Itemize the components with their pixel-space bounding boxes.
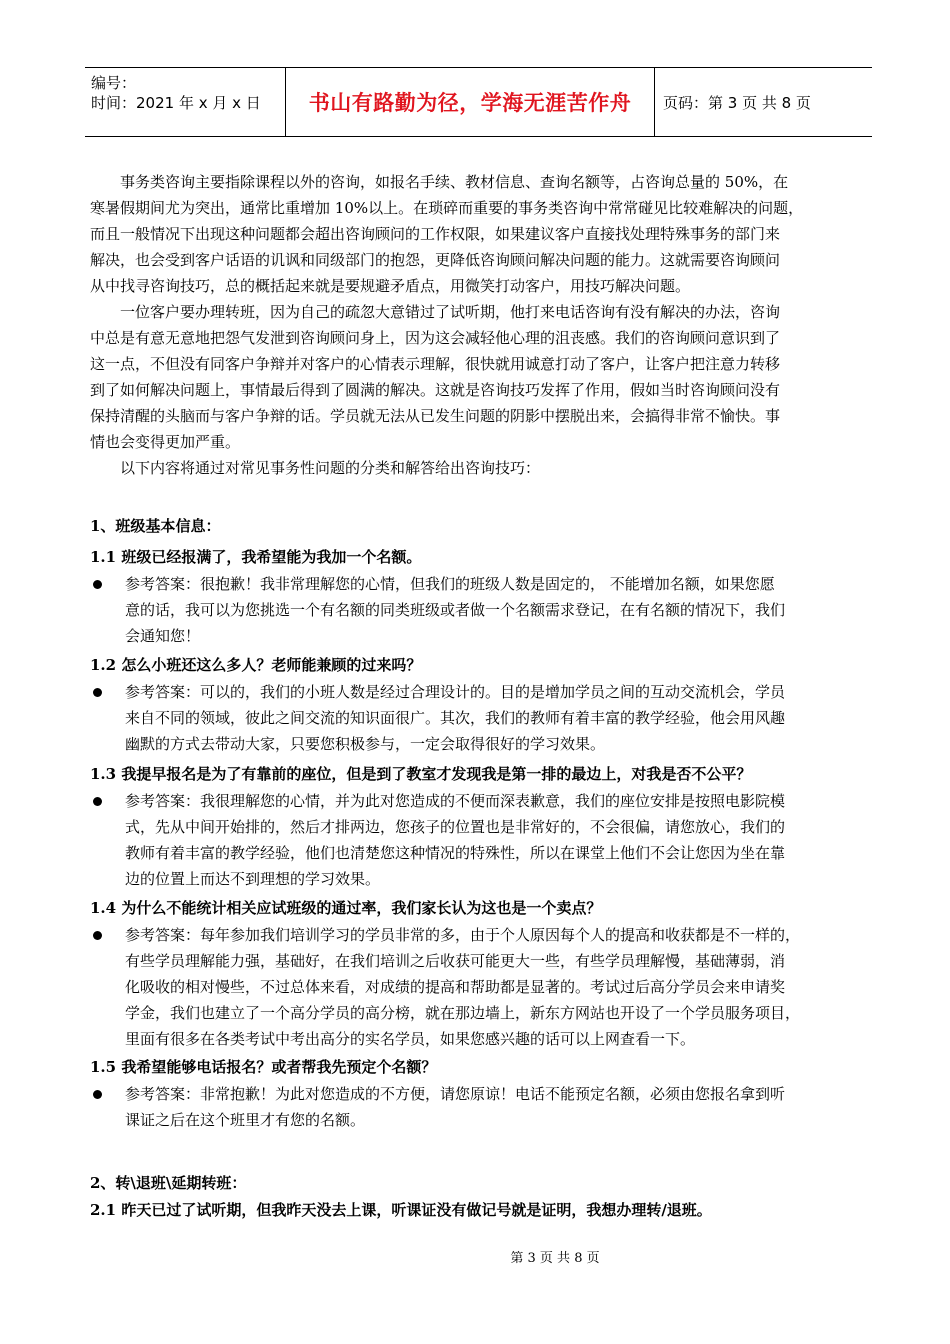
section-1-title: 1、班级基本信息： — [90, 517, 221, 535]
text-line: 解决，也会受到客户话语的讥讽和同级部门的抱怨，更降低咨询顾问解决问题的能力。这就需要咨询顾问 — [90, 251, 781, 269]
text-line: 会通知您！ — [125, 627, 201, 645]
answer-1-1 — [125, 571, 865, 649]
bullet-icon — [93, 931, 102, 940]
text-line: 课证之后在这个班里才有您的名额。 — [125, 1111, 366, 1129]
doc-time-label: 时间：2021 年 x 月 x 日 — [91, 94, 261, 112]
text-line: 寒暑假期间尤为突出，通常比重增加 10%以上。在琐碎而重要的事务类咨询中常常碰见比较难解决的问题， — [90, 199, 804, 217]
bullet-icon — [93, 580, 102, 589]
text-line: 学金，我们也建立了一个高分学员的高分榜，就在那边墙上，新东方网站也开设了一个学员服务项目， — [125, 1004, 801, 1022]
text-line: 参考答案：非常抱歉！为此对您造成的不方便，请您原谅！电话不能预定名额，必须由您报名拿到听 — [125, 1085, 786, 1103]
text-line: 参考答案：每年参加我们培训学习的学员非常的多，由于个人原因每个人的提高和收获都是不一样的， — [125, 926, 801, 944]
text-line: 里面有很多在各类考试中考出高分的实名学员，如果您感兴趣的话可以上网查看一下。 — [125, 1030, 696, 1048]
text-line: 化吸收的相对慢些，不过总体来看，对成绩的提高和帮助都是显著的。考试过后高分学员会来申请奖 — [125, 978, 786, 996]
question-1-1: 1.1 班级已经报满了，我希望能为我加一个名额。 — [90, 548, 422, 566]
text-line: 情也会变得更加严重。 — [90, 433, 241, 451]
text-line: 保持清醒的头脑而与客户争辩的话。学员就无法从已发生问题的阴影中摆脱出来，会搞得非常不愉快。事 — [90, 407, 781, 425]
page-info-text: 页码：第 3 页 共 8 页 — [663, 93, 811, 112]
answer-1-5 — [125, 1081, 865, 1133]
intro-paragraph-2 — [90, 299, 865, 455]
text-line: 事务类咨询主要指除课程以外的咨询，如报名手续、教材信息、查询名额等，占咨询总量的 50%，在 — [90, 173, 789, 191]
text-line: 中总是有意无意地把怨气发泄到咨询顾问身上，因为这会减轻他心理的沮丧感。我们的咨询顾问意识到了 — [90, 329, 781, 347]
page-footer — [0, 1247, 950, 1266]
header-meta — [85, 68, 286, 136]
answer-1-2 — [125, 679, 865, 757]
header-motto-cell — [286, 68, 655, 136]
answer-1-3 — [125, 788, 865, 892]
text-line: 参考答案：我很理解您的心情，并为此对您造成的不便而深表歉意，我们的座位安排是按照电影院模 — [125, 792, 786, 810]
text-line: 从中找寻咨询技巧，总的概括起来就是要规避矛盾点，用微笑打动客户，用技巧解决问题。 — [90, 277, 691, 295]
section-2-title: 2、转\退班\延期转班： — [90, 1174, 247, 1192]
text-line: 来自不同的领域，彼此之间交流的知识面很广。其次，我们的教师有着丰富的教学经验，他会用风趣 — [125, 709, 786, 727]
question-1-4: 1.4 为什么不能统计相关应试班级的通过率，我们家长认为这也是一个卖点？ — [90, 899, 602, 917]
text-line: 幽默的方式去带动大家，只要您积极参与，一定会取得很好的学习效果。 — [125, 735, 606, 753]
text-line: 这一点，不但没有同客户争辩并对客户的心情表示理解，很快就用诚意打动了客户，让客户把注意力转移 — [90, 355, 781, 373]
bullet-icon — [93, 1090, 102, 1099]
question-2-1: 2.1 昨天已过了试听期，但我昨天没去上课，听课证没有做记号就是证明，我想办理转/退班。 — [90, 1201, 712, 1219]
text-line: 而且一般情况下出现这种问题都会超出咨询顾问的工作权限，如果建议客户直接找处理特殊事务的部门来 — [90, 225, 781, 243]
text-line: 边的位置上而达不到理想的学习效果。 — [125, 870, 381, 888]
question-1-2: 1.2 怎么小班还这么多人？老师能兼顾的过来吗？ — [90, 656, 422, 674]
text-line: 有些学员理解能力强，基础好，在我们培训之后收获可能更大一些，有些学员理解慢，基础薄弱，消 — [125, 952, 786, 970]
text-line: 以下内容将通过对常见事务性问题的分类和解答给出咨询技巧： — [90, 459, 541, 477]
text-line: 教师有着丰富的教学经验，他们也清楚您这种情况的特殊性，所以在课堂上他们不会让您因为坐在靠 — [125, 844, 786, 862]
doc-number-label: 编号： — [91, 74, 137, 92]
bullet-icon — [93, 797, 102, 806]
page-header — [85, 67, 872, 137]
footer-page-number: 第 3 页 共 8 页 — [510, 1251, 600, 1266]
question-1-3: 1.3 我提早报名是为了有靠前的座位，但是到了教室才发现我是第一排的最边上，对我是否不公平？ — [90, 765, 752, 783]
answer-1-4 — [125, 922, 865, 1052]
header-page-info — [663, 68, 873, 136]
text-line: 式，先从中间开始排的，然后才排两边，您孩子的位置也是非常好的，不会很偏，请您放心，我们的 — [125, 818, 786, 836]
intro-paragraph-1 — [90, 169, 865, 299]
text-line: 参考答案：很抱歉！我非常理解您的心情，但我们的班级人数是固定的， 不能增加名额，如果您愿 — [125, 575, 775, 593]
text-line: 一位客户要办理转班，因为自己的疏忽大意错过了试听期，他打来电话咨询有没有解决的办法，咨询 — [90, 303, 781, 321]
question-1-5: 1.5 我希望能够电话报名？或者帮我先预定个名额？ — [90, 1058, 437, 1076]
text-line: 参考答案：可以的，我们的小班人数是经过合理设计的。目的是增加学员之间的互动交流机会，学员 — [125, 683, 786, 701]
header-motto: 书山有路勤为径，学海无涯苦作舟 — [308, 91, 632, 115]
intro-paragraph-3 — [90, 455, 865, 481]
text-line: 到了如何解决问题上，事情最后得到了圆满的解决。这就是咨询技巧发挥了作用，假如当时咨询顾问没有 — [90, 381, 781, 399]
bullet-icon — [93, 688, 102, 697]
text-line: 意的话，我可以为您挑选一个有名额的同类班级或者做一个名额需求登记，在有名额的情况下，我们 — [125, 601, 786, 619]
